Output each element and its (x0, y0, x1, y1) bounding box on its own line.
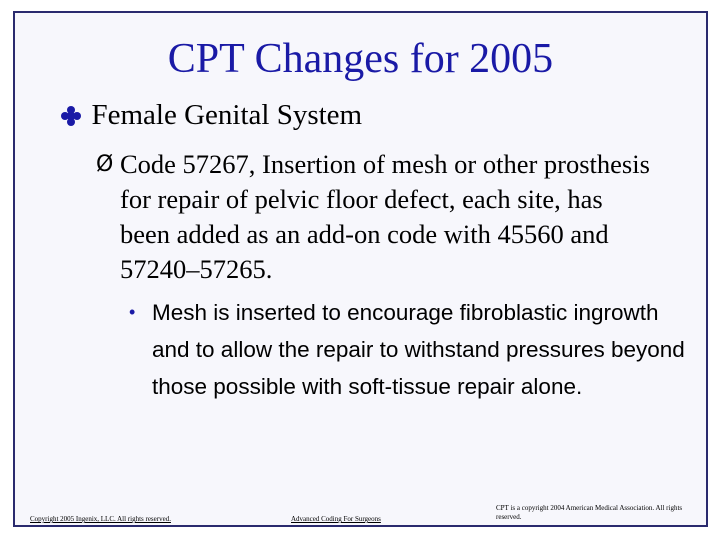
slide (13, 11, 708, 527)
footer-cpt-notice: CPT is a copyright 2004 American Medical Association. All rights reserved. (496, 504, 683, 521)
bullet-level-1 (60, 97, 362, 135)
bullet-level-3-text: Mesh is inserted to encourage fibroblastic ingrowth and to allow the repair to withstand pressures beyond those possible with soft-tissue repair alone. (152, 300, 685, 399)
slide-title: CPT Changes for 2005 (167, 36, 554, 82)
bullet-level-3 (129, 294, 689, 405)
diamond-clover-bullet-icon (60, 101, 88, 126)
dot-bullet-icon: • (129, 302, 136, 322)
footer-course-title: Advanced Coding For Surgeons (291, 515, 381, 523)
footer-copyright: Copyright 2005 Ingenix, LLC. All rights reserved. (30, 515, 171, 523)
bullet-level-2-text: Code 57267, Insertion of mesh or other prosthesis for repair of pelvic floor defect, each site, has been added as an add-on code with 45560 and 57240–57265. (120, 149, 650, 284)
arrowhead-bullet-icon: Ø (96, 152, 114, 177)
bullet-level-1-text: Female Genital System (91, 99, 363, 131)
bullet-level-2 (96, 147, 656, 287)
